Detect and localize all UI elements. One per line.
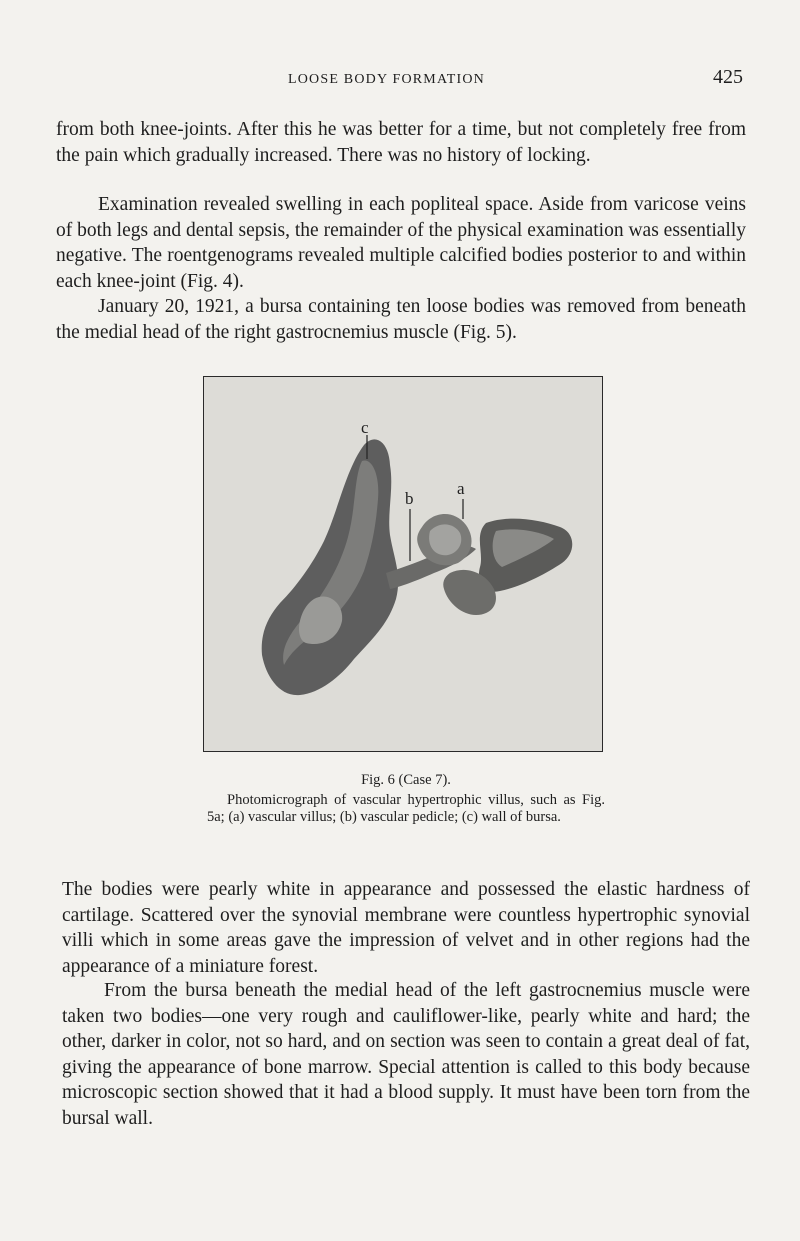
figure-caption-text: Photomicrograph of vascular hypertrophic villus, such as Fig. 5a; (a) vascular villus; (b) vascular pedicle; (c) wall of bursa. [207, 791, 605, 825]
figure-caption-title: Fig. 6 (Case 7). [361, 772, 451, 788]
paragraph-left-bursa: From the bursa beneath the medial head of the left gastrocnemius muscle were taken two bodies—one very rough and cauliflower-like, pearly white and hard; the other, darker in color, not so hard, and on section was seen to contain a great deal of fat, giving the appearance of bone marrow. Special attention is called to this body because microscopic section showed that it had a blood supply. It must have been torn from the bursal wall. [62, 980, 750, 1129]
figure-caption [207, 772, 605, 827]
page-number: 425 [713, 66, 743, 88]
paragraph-operation: January 20, 1921, a bursa containing ten loose bodies was removed from beneath the medial head of the right gastrocnemius muscle (Fig. 5). [56, 296, 746, 343]
figure-photomicrograph [203, 376, 603, 752]
photomicrograph-image [204, 377, 602, 751]
figure-label-c: c [361, 418, 369, 437]
running-head-title: LOOSE BODY FORMATION [288, 72, 485, 87]
paragraph-continuation: from both knee-joints. After this he was better for a time, but not completely free from the pain which gradually increased. There was no history of locking. [56, 119, 746, 166]
paragraph-examination: Examination revealed swelling in each popliteal space. Aside from varicose veins of both legs and dental sepsis, the remainder of the physical examination was essentially negative. The roentgenograms revealed multiple calcified bodies posterior to and within each knee-joint (Fig. 4). [56, 194, 746, 292]
running-head [0, 66, 800, 96]
figure-label-a: a [457, 479, 465, 498]
paragraph-bodies-description: The bodies were pearly white in appearance and possessed the elastic hardness of cartilage. Scattered over the synovial membrane were countless hypertrophic synovial villi which in some areas gave the impression of velvet and in other regions had the appearance of a miniature forest. [62, 879, 750, 977]
figure-label-b: b [405, 489, 414, 508]
